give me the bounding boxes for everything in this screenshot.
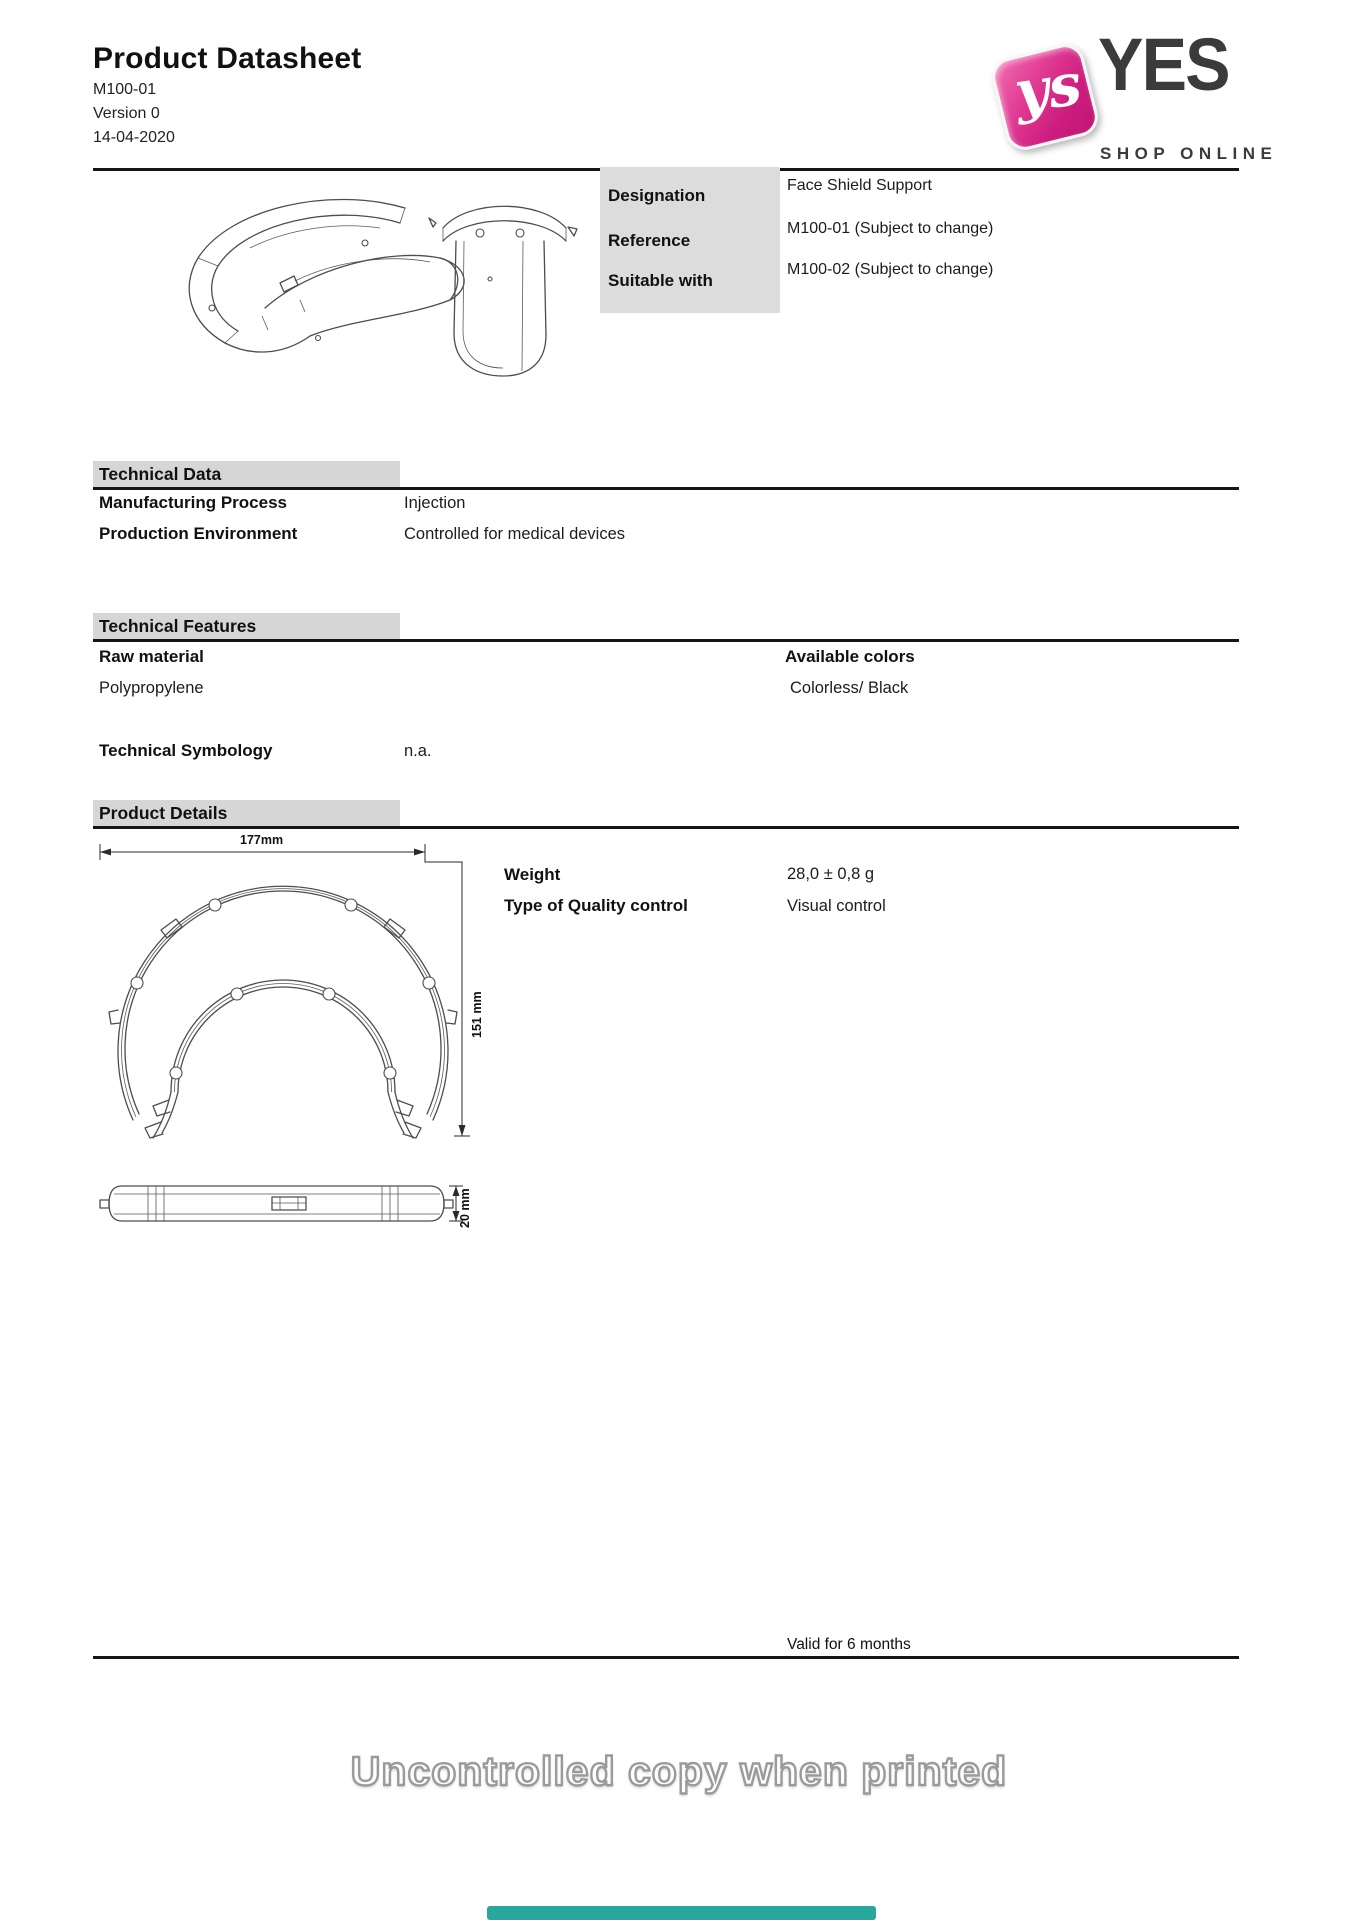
yes-shop-online-logo (998, 23, 1278, 163)
raw-material-label: Raw material (99, 647, 204, 666)
production-environment-value: Controlled for medical devices (404, 525, 626, 543)
logo-badge-icon (988, 40, 1102, 154)
bottom-accent-bar (487, 1906, 876, 1920)
technical-data-heading: Technical Data (93, 461, 400, 487)
product-isometric-drawing (150, 188, 450, 388)
height-dimension-label: 151 mm (470, 991, 484, 1038)
quality-control-label: Type of Quality control (504, 896, 688, 915)
validity-note: Valid for 6 months (787, 1636, 911, 1653)
product-details-heading: Product Details (93, 800, 400, 826)
product-details-rule (93, 826, 1239, 829)
technical-data-rule (93, 487, 1239, 490)
technical-symbology-label: Technical Symbology (99, 741, 273, 760)
date-label: 14-04-2020 (93, 129, 175, 146)
headband-side-view-drawing (100, 1172, 465, 1232)
suitable-with-label: Suitable with (608, 271, 713, 290)
technical-symbology-value: n.a. (404, 742, 432, 760)
header-block (93, 42, 361, 148)
manufacturing-process-value: Injection (404, 494, 466, 512)
footer-rule (93, 1656, 1239, 1659)
logo-tagline: SHOP ONLINE (1100, 144, 1278, 163)
weight-label: Weight (504, 865, 561, 884)
logo-monogram-icon: ys (1010, 49, 1086, 127)
page-title: Product Datasheet (93, 42, 362, 75)
reference-label: Reference (608, 231, 691, 250)
available-colors-label: Available colors (785, 647, 915, 666)
watermark-text: Uncontrolled copy when printed (350, 1748, 1008, 1794)
product-front-drawing (428, 183, 578, 388)
thickness-dimension-label: 20 mm (458, 1188, 472, 1228)
weight-value: 28,0 ± 0,8 g (787, 865, 875, 883)
designation-label: Designation (608, 186, 706, 205)
width-dimension-label: 177mm (240, 833, 284, 847)
technical-features-heading: Technical Features (93, 613, 400, 639)
technical-features-rule (93, 639, 1239, 642)
designation-value: Face Shield Support (787, 177, 932, 194)
available-colors-value: Colorless/ Black (790, 679, 909, 697)
quality-control-value: Visual control (787, 897, 886, 915)
model-number: M100-01 (93, 81, 157, 98)
production-environment-label: Production Environment (99, 524, 298, 543)
suitable-with-value: M100-02 (Subject to change) (787, 261, 994, 278)
headband-top-view-drawing (93, 830, 493, 1150)
manufacturing-process-label: Manufacturing Process (99, 493, 287, 512)
reference-value: M100-01 (Subject to change) (787, 220, 994, 237)
raw-material-value: Polypropylene (99, 679, 204, 697)
logo-name: YES (1098, 23, 1229, 106)
version-label: Version 0 (93, 105, 160, 122)
